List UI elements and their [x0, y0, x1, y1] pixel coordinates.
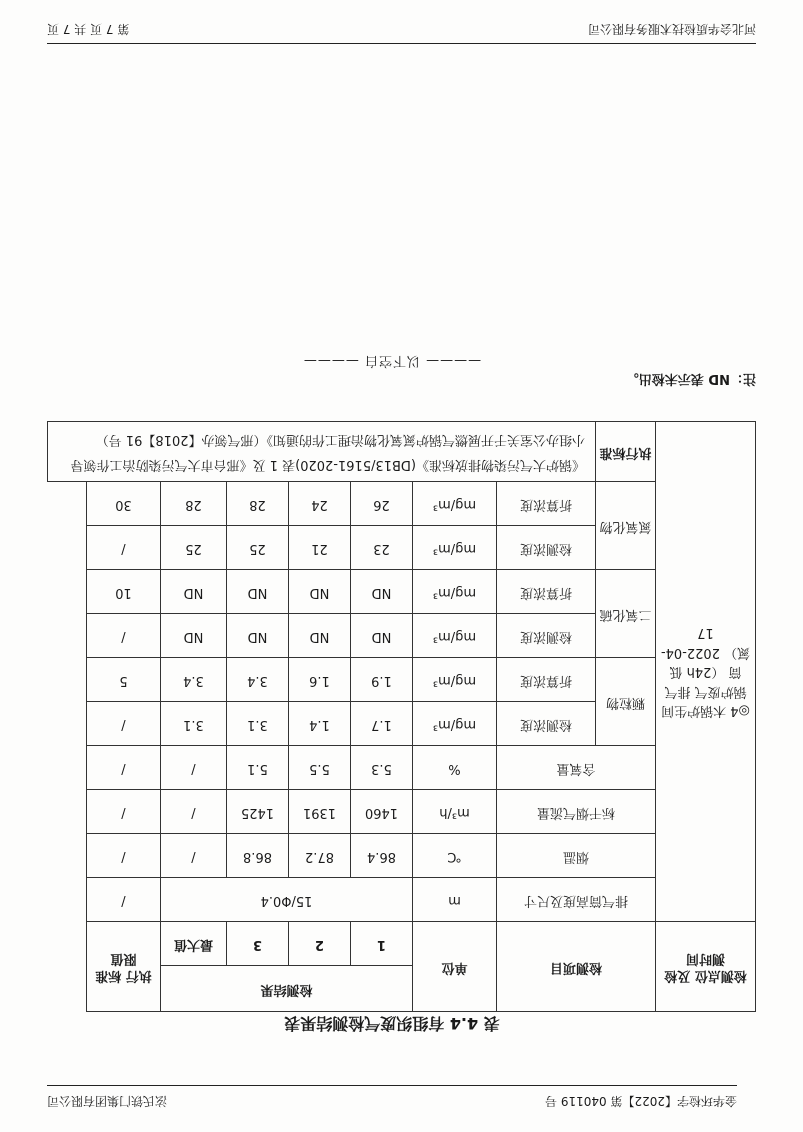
- value-cell: 25: [226, 526, 288, 570]
- std-cell: 10: [86, 570, 160, 614]
- pollutant-cell: 二氧化硫: [596, 570, 656, 658]
- unit-cell: mg/m³: [412, 614, 496, 658]
- header-standard: 执行 标准 限值: [86, 922, 160, 1012]
- value-cell: 26: [350, 482, 412, 526]
- end-marker: ———— 以下空白 ————: [302, 353, 482, 368]
- std-cell: /: [86, 834, 160, 878]
- table-note: 注：ND 表示未检出。: [625, 371, 756, 386]
- table-row: [48, 702, 756, 746]
- item-cell: 烟温: [496, 834, 655, 878]
- max-cell: 25: [160, 526, 226, 570]
- value-cell: 1.4: [288, 702, 350, 746]
- max-cell: ND: [160, 614, 226, 658]
- page-number: 第 7 页 共 7 页: [47, 22, 130, 36]
- type-cell: 检测浓度: [496, 702, 595, 746]
- value-cell: 5.5: [288, 746, 350, 790]
- location-cell: ◎4 木锅炉生间 锅炉废气 排气筒 （24h 低氮） 2022-04-17: [656, 422, 756, 922]
- type-cell: 折算浓度: [496, 570, 595, 614]
- table-row: [48, 422, 756, 482]
- header-point: 检测点位 及检测时间: [656, 922, 756, 1012]
- max-cell: ND: [160, 570, 226, 614]
- max-cell: /: [160, 834, 226, 878]
- pollutant-cell: 颗粒物: [596, 658, 656, 746]
- type-cell: 检测浓度: [496, 614, 595, 658]
- value-cell: 1.6: [288, 658, 350, 702]
- page-footer: [47, 20, 756, 44]
- unit-cell: mg/m³: [412, 570, 496, 614]
- value-cell: ND: [288, 570, 350, 614]
- std-cell: 5: [86, 658, 160, 702]
- std-cell: /: [86, 790, 160, 834]
- value-cell: 86.4: [350, 834, 412, 878]
- value-cell: 3.4: [226, 658, 288, 702]
- std-cell: /: [86, 614, 160, 658]
- value-cell: 23: [350, 526, 412, 570]
- footer-rule: [47, 43, 756, 44]
- value-cell: 28: [226, 482, 288, 526]
- std-cell: /: [86, 702, 160, 746]
- unit-cell: m³/h: [412, 790, 496, 834]
- client-company: 泫氏铁门集团有限公司: [47, 1094, 168, 1108]
- type-cell: 折算浓度: [496, 482, 595, 526]
- standard-label: 执行标准: [596, 422, 656, 482]
- results-table: [47, 421, 756, 1012]
- table-row: [48, 746, 756, 790]
- table-row: [48, 878, 756, 922]
- report-number: 金华环检字【2022】第 040119 号: [545, 1094, 737, 1108]
- max-cell: 3.1: [160, 702, 226, 746]
- type-cell: 折算浓度: [496, 658, 595, 702]
- value-cell: 5.1: [226, 746, 288, 790]
- table-row: [48, 790, 756, 834]
- value-cell: 87.2: [288, 834, 350, 878]
- value-cell: 1460: [350, 790, 412, 834]
- value-cell: 24: [288, 482, 350, 526]
- value-cell: ND: [350, 570, 412, 614]
- header-run-2: 2: [288, 922, 350, 966]
- header-unit: 单位: [412, 922, 496, 1012]
- table-row: [48, 614, 756, 658]
- table-row: [48, 834, 756, 878]
- standard-text: 《锅炉大气污染物排放标准》(DB13/5161-2020)表 1 及《邢台市大气污染防治工作领导小组办公室关于开展燃气锅炉氮氧化物治理工作的通知》（邢气领办【2018】91 号）: [48, 422, 596, 482]
- std-cell: /: [86, 526, 160, 570]
- max-cell: /: [160, 746, 226, 790]
- value-cell: 1391: [288, 790, 350, 834]
- unit-cell: mg/m³: [412, 482, 496, 526]
- item-cell: 标干烟气流量: [496, 790, 655, 834]
- unit-cell: mg/m³: [412, 526, 496, 570]
- value-cell: ND: [226, 570, 288, 614]
- value-cell: ND: [350, 614, 412, 658]
- std-cell: 30: [86, 482, 160, 526]
- value-cell: ND: [288, 614, 350, 658]
- unit-cell: m: [412, 878, 496, 922]
- header-max: 最大值: [160, 922, 226, 966]
- value-cell: 1425: [226, 790, 288, 834]
- std-cell: /: [86, 878, 160, 922]
- unit-cell: %: [412, 746, 496, 790]
- max-cell: 3.4: [160, 658, 226, 702]
- max-cell: 28: [160, 482, 226, 526]
- header-result: 检测结果: [160, 966, 412, 1012]
- value-cell: 3.1: [226, 702, 288, 746]
- value-cell: 1.7: [350, 702, 412, 746]
- item-cell: 排气筒高度及尺寸: [496, 878, 655, 922]
- value-cell: ND: [226, 614, 288, 658]
- unit-cell: mg/m³: [412, 658, 496, 702]
- header-rule: [47, 1085, 737, 1086]
- unit-cell: mg/m³: [412, 702, 496, 746]
- max-cell: /: [160, 790, 226, 834]
- header-run-3: 3: [226, 922, 288, 966]
- value-cell: 15/Φ0.4: [160, 878, 412, 922]
- value-cell: 5.3: [350, 746, 412, 790]
- header-run-1: 1: [350, 922, 412, 966]
- table-title: 表 4.4 有组织废气检测结果表: [284, 1014, 500, 1033]
- issuer-company: 河北会华质检技术服务有限公司: [587, 22, 756, 36]
- value-cell: 21: [288, 526, 350, 570]
- page-header: [47, 1088, 737, 1118]
- value-cell: 86.8: [226, 834, 288, 878]
- std-cell: /: [86, 746, 160, 790]
- unit-cell: ℃: [412, 834, 496, 878]
- header-item: 检测项目: [496, 922, 655, 1012]
- value-cell: 1.9: [350, 658, 412, 702]
- item-cell: 含氧量: [496, 746, 655, 790]
- table-row: [48, 526, 756, 570]
- type-cell: 检测浓度: [496, 526, 595, 570]
- pollutant-cell: 氮氧化物: [596, 482, 656, 570]
